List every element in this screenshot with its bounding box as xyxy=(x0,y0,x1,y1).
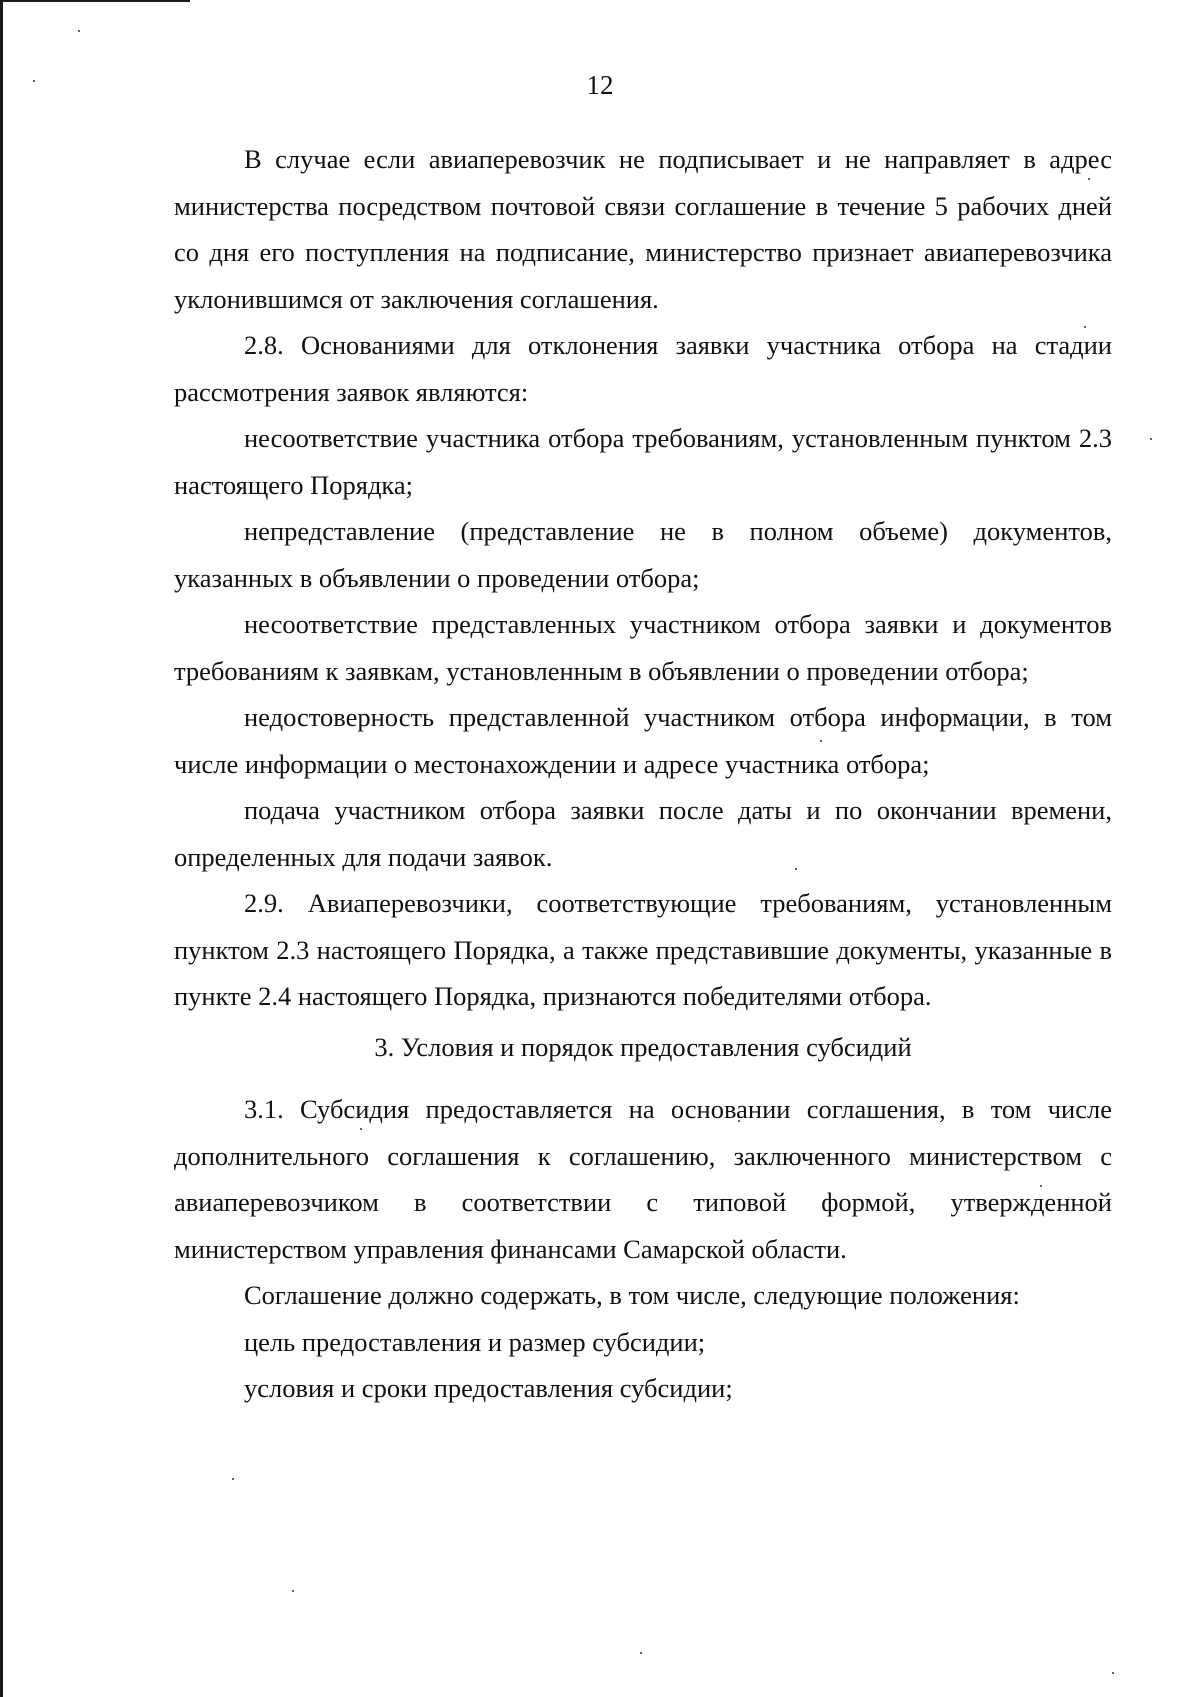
scan-speck xyxy=(78,30,80,32)
paragraph: В случае если авиаперевозчик не подписывает и не направляет в адрес министерства посредством почтовой связи соглашение в течение 5 рабочих дней со дня его поступления на подписание, министерство признает авиаперевозчика уклонившимся от заключения соглашения. xyxy=(174,144,1112,314)
scan-speck xyxy=(640,1652,642,1654)
list-item: цель предоставления и размер субсидии; xyxy=(244,1326,706,1357)
list-item: непредставление (представление не в полном объеме) документов, указанных в объявлении о проведении отбора; xyxy=(174,516,1112,593)
paragraph: 2.8. Основаниями для отклонения заявки участника отбора на стадии рассмотрения заявок являются: xyxy=(174,330,1112,407)
list-item: несоответствие представленных участником отбора заявки и документов требованиям к заявкам, установленным в объявлении о проведении отбора; xyxy=(174,609,1112,686)
list-item: несоответствие участника отбора требованиям, установленным пунктом 2.3 настоящего Порядка; xyxy=(174,423,1112,500)
scan-speck xyxy=(1150,438,1152,440)
scan-speck xyxy=(232,1478,234,1480)
section-heading: 3. Условия и порядок предоставления субсидий xyxy=(374,1031,912,1062)
list-item: подача участником отбора заявки после даты и по окончании времени, определенных для подачи заявок. xyxy=(174,795,1112,872)
scan-speck xyxy=(292,1590,294,1592)
document-body xyxy=(174,136,1112,1412)
list-item: недостоверность представленной участником отбора информации, в том числе информации о местонахождении и адресе участника отбора; xyxy=(174,702,1112,779)
scan-top-edge xyxy=(0,0,190,2)
page-number: 12 xyxy=(586,70,614,100)
paragraph: 2.9. Авиаперевозчики, соответствующие требованиям, установленным пунктом 2.3 настоящего Порядка, а также представившие документы, указанные в пункте 2.4 настоящего Порядка, признаются победителями отбора. xyxy=(174,888,1112,1011)
paragraph: Соглашение должно содержать, в том числе, следующие положения: xyxy=(244,1280,1020,1310)
paragraph: 3.1. Субсидия предоставляется на основании соглашения, в том числе дополнительного соглашения к соглашению, заключенного министерством с авиаперевозчиком в соответствии с типовой формой, утвержденной министерством управления финансами Самарской области. xyxy=(174,1094,1112,1264)
scan-left-edge xyxy=(0,0,3,1697)
scan-speck xyxy=(1112,1672,1114,1674)
list-item: условия и сроки предоставления субсидии; xyxy=(244,1373,733,1403)
